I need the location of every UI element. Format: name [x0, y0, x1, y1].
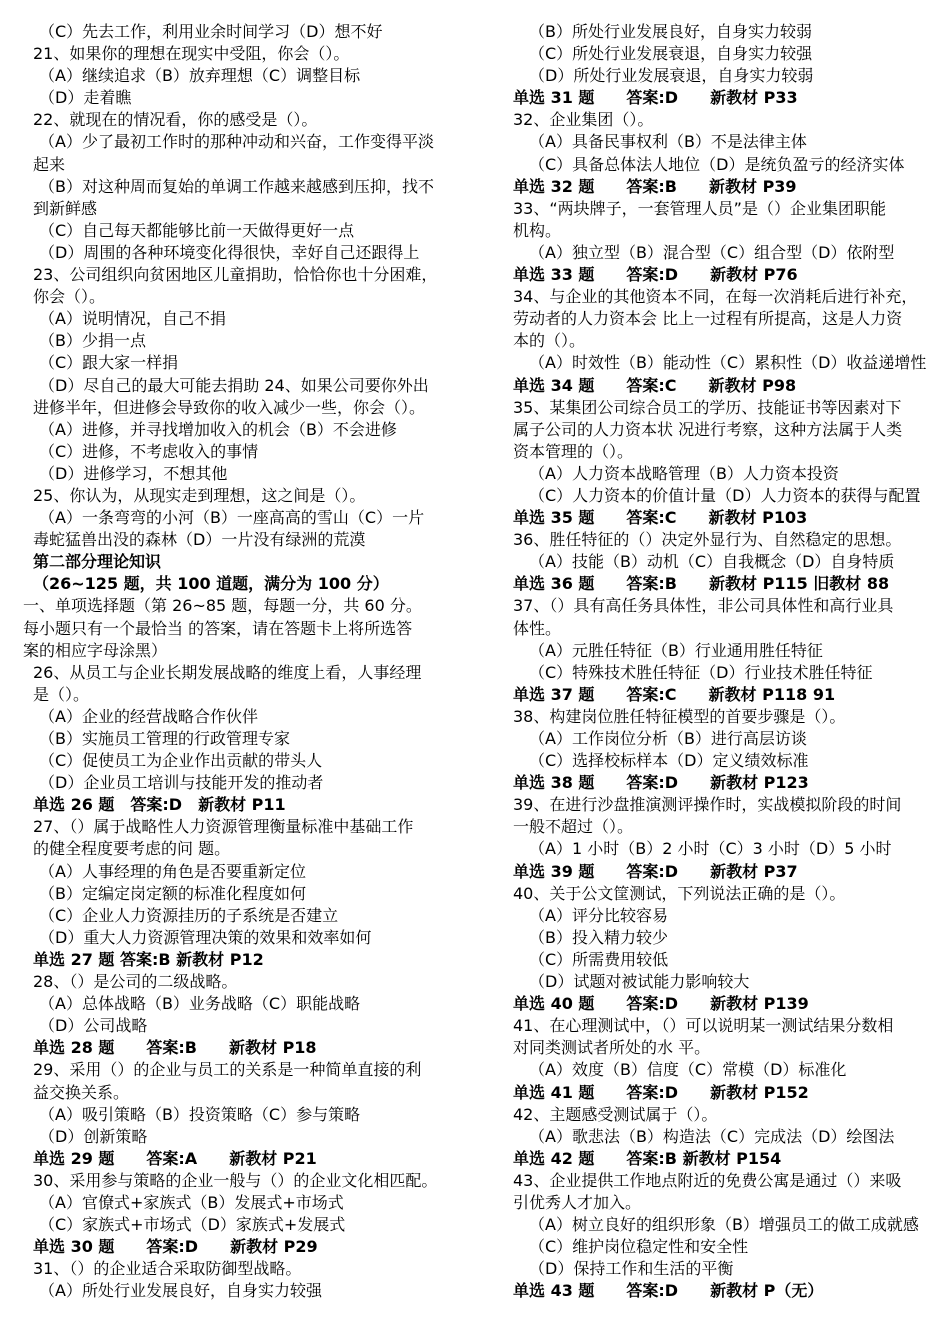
text-line: （A）歌悲法（B）构造法（C）完成法（D）绘图法	[529, 1126, 895, 1146]
answer-line: 单选 39 题 答案:D 新教材 P37	[513, 861, 798, 881]
text-line: 37、（）具有高任务具体性，非公司具体性和高行业具	[513, 596, 894, 616]
text-line: 是（）。	[33, 684, 90, 704]
text-line: （A）树立良好的组织形象（B）增强员工的做工成就感	[529, 1215, 919, 1235]
text-line: 42、主题感受测试属于（）。	[513, 1104, 718, 1124]
text-line: （B）投入精力较少	[529, 927, 668, 947]
answer-line: 单选 40 题 答案:D 新教材 P139	[513, 994, 809, 1014]
text-line: （D）进修学习，不想其他	[39, 463, 228, 483]
text-line: （D）公司战略	[39, 1016, 148, 1036]
answer-line: 单选 42 题 答案:B 新教材 P154	[513, 1148, 782, 1168]
answer-line: 单选 32 题 答案:B 新教材 P39	[513, 176, 797, 196]
text-line: 38、构建岗位胜任特征模型的首要步骤是（）。	[513, 706, 846, 726]
text-line: 你会（）。	[33, 287, 106, 307]
text-line: 到新鲜感	[33, 198, 98, 218]
text-line: （A）官僚式+家族式（B）发展式+市场式	[39, 1192, 344, 1212]
text-line: 34、与企业的其他资本不同，在每一次消耗后进行补充，	[513, 287, 918, 307]
text-line: （D）走着瞧	[39, 88, 132, 108]
text-line: （A）具备民事权利（B）不是法律主体	[529, 132, 807, 152]
text-line: 36、胜任特征的（）决定外显行为、自然稳定的思想。	[513, 530, 902, 550]
text-line: （D）创新策略	[39, 1126, 148, 1146]
text-line: 26、从员工与企业长期发展战略的维度上看，人事经理	[33, 662, 422, 682]
text-line: （A）工作岗位分析（B）进行高层访谈	[529, 729, 807, 748]
text-line: 进修半年，但进修会导致你的收入减少一些，你会（）。	[33, 397, 426, 417]
text-line: 属子公司的人力资本状 况进行考察，这种方法属于人类	[513, 419, 903, 439]
left-column	[23, 21, 463, 1302]
text-line: （D）保持工作和生活的平衡	[529, 1259, 734, 1279]
answer-line: 单选 27 题 答案:B 新教材 P12	[33, 949, 264, 969]
text-line: （A）评分比较容易	[529, 905, 668, 925]
text-line: 31、（）的企业适合采取防御型战略。	[33, 1259, 302, 1279]
text-line: （A）所处行业发展良好，自身实力较强	[39, 1281, 322, 1301]
answer-line: 第二部分理论知识	[33, 552, 162, 572]
answer-line: 单选 28 题 答案:B 新教材 P18	[33, 1038, 317, 1058]
text-line: （C）所需费用较低	[529, 949, 669, 969]
text-line: 引优秀人才加入。	[513, 1192, 642, 1212]
text-line: 的健全程度要考虑的问 题。	[33, 839, 231, 859]
text-line: （C）所处行业发展衰退，自身实力较强	[529, 44, 813, 64]
text-line: 43、企业提供工作地点附近的免费公寓是通过（）来吸	[513, 1170, 902, 1190]
text-line: （B）实施员工管理的行政管理专家	[39, 729, 290, 748]
answer-line: 单选 35 题 答案:C 新教材 P103	[513, 508, 808, 528]
text-line: （C）自己每天都能够比前一天做得更好一点	[39, 220, 355, 240]
text-line: （D）周围的各种环境变化得很快，幸好自己还跟得上	[39, 242, 420, 262]
text-line: 案的相应字母涂黑）	[23, 640, 168, 660]
text-line: （C）选择校标样本（D）定义绩效标准	[529, 751, 809, 771]
text-line: 28、（）是公司的二级战略。	[33, 972, 238, 992]
text-line: 32、企业集团（）。	[513, 110, 654, 130]
text-line: 资本管理的（）。	[513, 441, 634, 461]
text-line: 对同类测试者所处的水 平。	[513, 1038, 711, 1058]
text-line: 劳动者的人力资本会 比上一过程有所提高，这是人力资	[513, 309, 903, 329]
text-line: （A）独立型（B）混合型（C）组合型（D）依附型	[529, 242, 895, 262]
text-line: （C）人力资本的价值计量（D）人力资本的获得与配置	[529, 485, 921, 505]
text-line: （A）时效性（B）能动性（C）累积性（D）收益递增性	[529, 353, 927, 373]
text-line: （A）少了最初工作时的那种冲动和兴奋，工作变得平淡	[39, 132, 434, 152]
text-line: 23、公司组织向贫困地区儿童捐助，恰恰你也十分困难，	[33, 265, 438, 285]
text-line: （A）企业的经营战略合作伙伴	[39, 706, 258, 726]
text-line: 30、采用参与策略的企业一般与（）的企业文化相匹配。	[33, 1170, 438, 1190]
text-line: （B）定编定岗定额的标准化程度如何	[39, 883, 306, 903]
text-line: （D）重大人力资源管理决策的效果和效率如何	[39, 927, 372, 947]
text-line: 毒蛇猛兽出没的森林（D）一片没有绿洲的荒漠	[33, 530, 366, 550]
text-line: （C）特殊技术胜任特征（D）行业技术胜任特征	[529, 662, 873, 682]
text-line: （A）说明情况，自己不捐	[39, 309, 226, 329]
answer-line: 单选 37 题 答案:C 新教材 P118 91	[513, 684, 836, 704]
answer-line: （26~125 题，共 100 道题，满分为 100 分）	[33, 574, 389, 594]
text-line: 一般不超过（）。	[513, 817, 634, 837]
answer-line: 单选 38 题 答案:D 新教材 P123	[513, 773, 809, 793]
text-line: （A）进修，并寻找增加收入的机会（B）不会进修	[39, 419, 397, 439]
text-line: 益交换关系。	[33, 1082, 130, 1102]
text-line: 25、你认为，从现实走到理想，这之间是（）。	[33, 485, 366, 505]
text-line: 体性。	[513, 618, 562, 638]
text-line: 39、在进行沙盘推演测评操作时，实战模拟阶段的时间	[513, 795, 902, 815]
text-line: （A）继续追求（B）放弃理想（C）调整目标	[39, 66, 361, 86]
right-column	[513, 21, 933, 1302]
text-line: 22、就现在的情况看，你的感受是（）。	[33, 110, 318, 130]
text-line: （D）企业员工培训与技能开发的推动者	[39, 773, 324, 793]
text-line: 每小题只有一个最恰当 的答案，请在答题卡上将所选答	[23, 618, 413, 638]
text-line: （C）先去工作，利用业余时间学习（D）想不好	[39, 22, 383, 41]
answer-line: 单选 29 题 答案:A 新教材 P21	[33, 1148, 317, 1168]
text-line: （C）维护岗位稳定性和安全性	[529, 1237, 749, 1257]
text-line: （A）人事经理的角色是否要重新定位	[39, 861, 306, 881]
text-line: 35、某集团公司综合员工的学历、技能证书等因素对下	[513, 397, 902, 417]
text-line: （A）1 小时（B）2 小时（C）3 小时（D）5 小时	[529, 839, 892, 859]
text-line: （D）尽自己的最大可能去捐助 24、如果公司要你外出	[39, 375, 429, 395]
answer-line: 单选 26 题 答案:D 新教材 P11	[33, 795, 286, 815]
text-line: 40、关于公文筐测试，下列说法正确的是（）。	[513, 883, 846, 903]
text-line: （A）元胜任特征（B）行业通用胜任特征	[529, 640, 823, 660]
text-line: 起来	[33, 154, 66, 174]
answer-line: 单选 36 题 答案:B 新教材 P115 旧教材 88	[513, 574, 890, 594]
text-line: 21、如果你的理想在现实中受阻，你会（）。	[33, 44, 350, 64]
text-line: 33、“两块牌子，一套管理人员”是（）企业集团职能	[513, 198, 886, 218]
text-line: （C）促使员工为企业作出贡献的带头人	[39, 751, 323, 771]
text-line: （A）总体战略（B）业务战略（C）职能战略	[39, 994, 361, 1014]
answer-line: 单选 33 题 答案:D 新教材 P76	[513, 265, 798, 285]
text-line: （C）企业人力资源挂历的子系统是否建立	[39, 905, 339, 925]
answer-line: 单选 31 题 答案:D 新教材 P33	[513, 88, 798, 108]
answer-line: 单选 43 题 答案:D 新教材 P（无）	[513, 1281, 824, 1301]
text-line: （C）具备总体法人地位（D）是统负盈亏的经济实体	[529, 154, 905, 174]
text-line: （B）少捐一点	[39, 331, 146, 351]
text-line: 一、单项选择题（第 26~85 题，每题一分，共 60 分。	[23, 596, 422, 616]
answer-line: 单选 30 题 答案:D 新教材 P29	[33, 1237, 318, 1257]
text-line: （C）跟大家一样捐	[39, 353, 179, 373]
text-line: （A）效度（B）信度（C）常模（D）标准化	[529, 1060, 847, 1080]
text-line: （C）进修，不考虑收入的事情	[39, 441, 259, 461]
answer-line: 单选 41 题 答案:D 新教材 P152	[513, 1082, 809, 1102]
text-line: （A）吸引策略（B）投资策略（C）参与策略	[39, 1104, 361, 1124]
text-line: （C）家族式+市场式（D）家族式+发展式	[39, 1215, 346, 1235]
text-line: （A）技能（B）动机（C）自我概念（D）自身特质	[529, 552, 895, 572]
text-line: （D）所处行业发展衰退，自身实力较弱	[529, 66, 814, 86]
text-line: 29、采用（）的企业与员工的关系是一种简单直接的利	[33, 1060, 422, 1080]
text-line: 机构。	[513, 220, 562, 240]
text-line: （B）对这种周而复始的单调工作越来越感到压抑，找不	[39, 176, 434, 196]
text-line: （B）所处行业发展良好，自身实力较弱	[529, 22, 812, 41]
answer-line: 单选 34 题 答案:C 新教材 P98	[513, 375, 797, 395]
text-line: （A）一条弯弯的小河（B）一座高高的雪山（C）一片	[39, 508, 425, 528]
text-line: 本的（）。	[513, 331, 586, 351]
text-line: （A）人力资本战略管理（B）人力资本投资	[529, 463, 839, 483]
text-line: （D）试题对被试能力影响较大	[529, 972, 750, 992]
text-line: 27、（）属于战略性人力资源管理衡量标准中基础工作	[33, 817, 414, 837]
text-line: 41、在心理测试中，（）可以说明某一测试结果分数相	[513, 1016, 894, 1036]
